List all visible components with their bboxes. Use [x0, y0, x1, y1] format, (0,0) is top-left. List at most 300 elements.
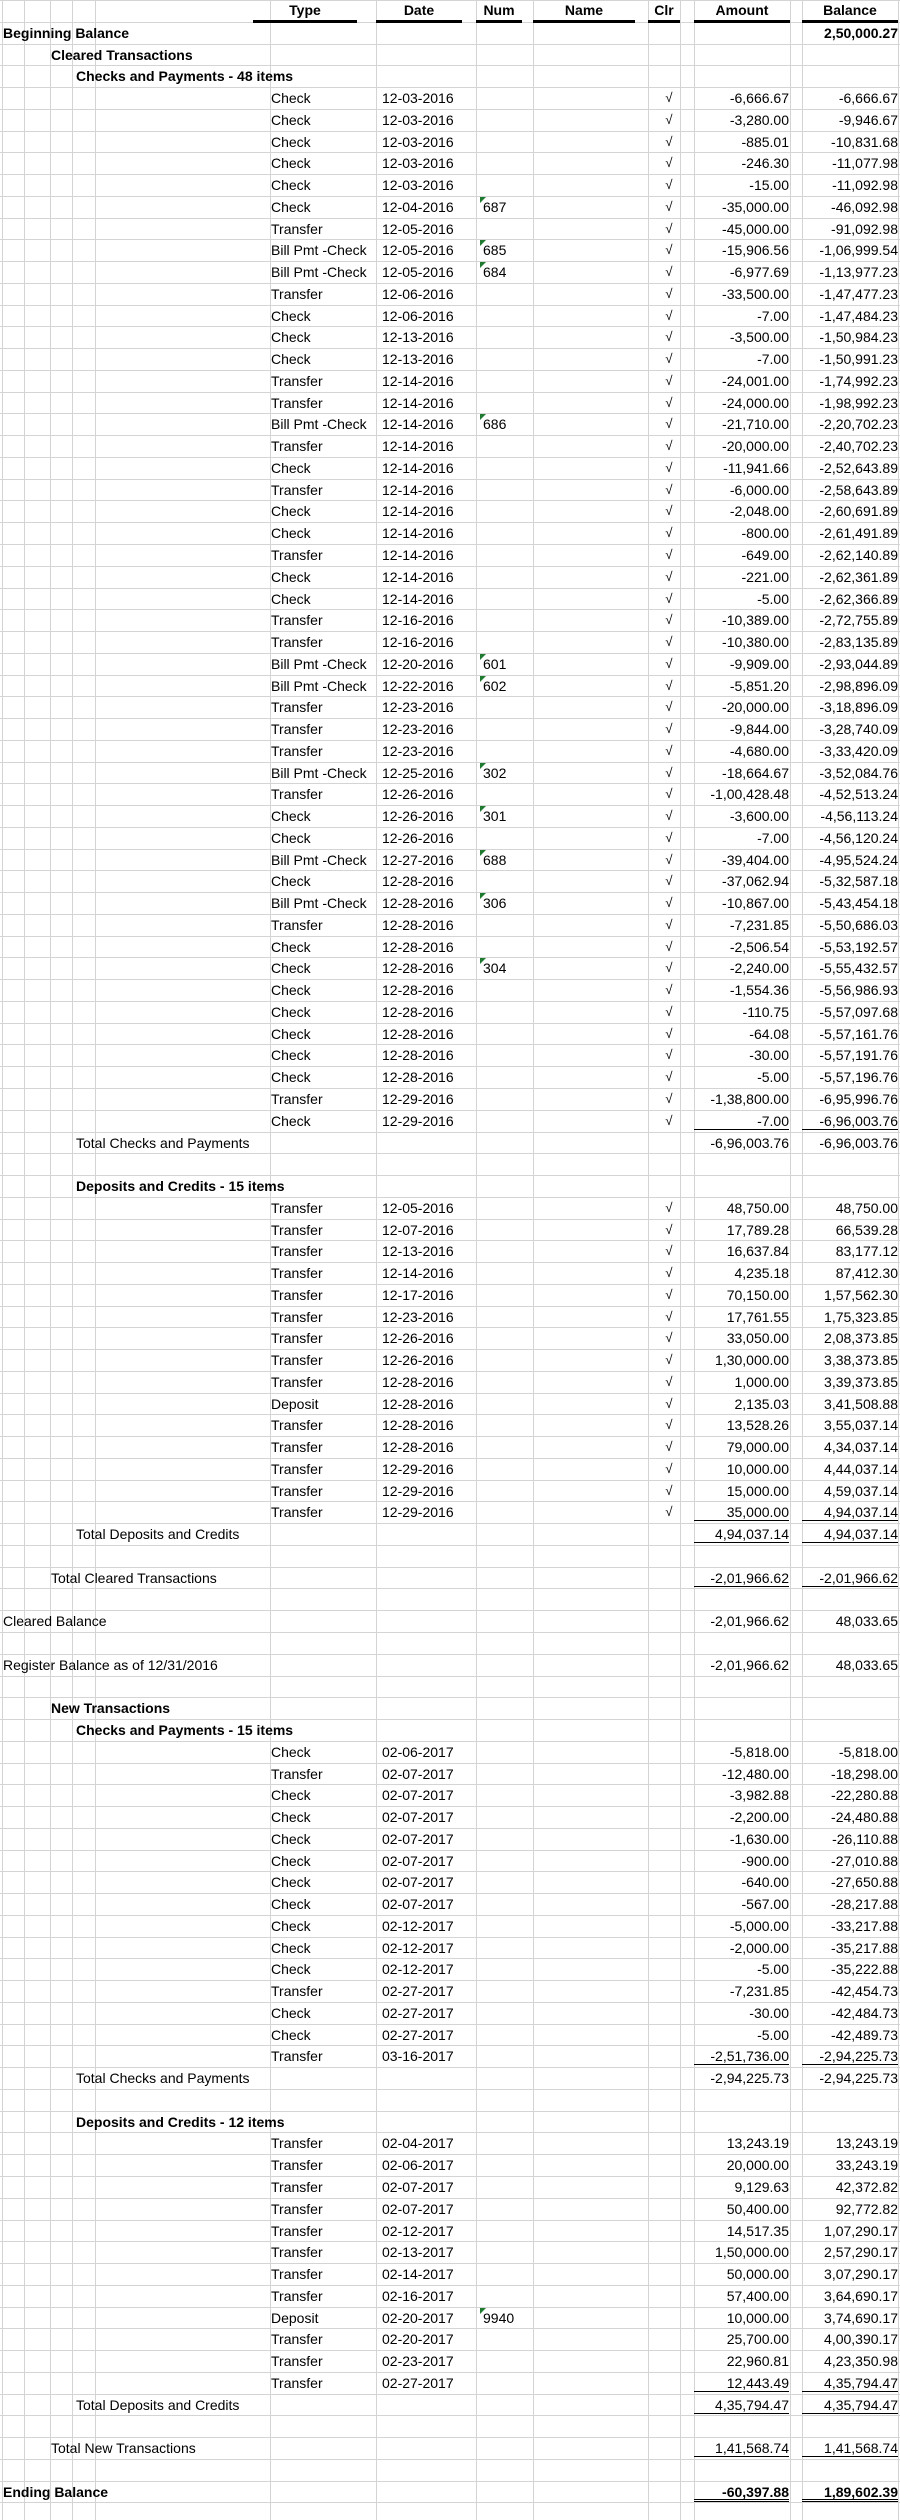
transaction-amount: 50,000.00 — [726, 2266, 789, 2282]
transaction-row — [0, 1741, 900, 1763]
cleared-check-icon: √ — [665, 308, 673, 323]
transaction-amount: -800.00 — [741, 525, 789, 541]
transaction-date: 12-17-2016 — [382, 1287, 454, 1303]
transaction-date: 02-27-2017 — [382, 1983, 454, 1999]
transaction-date: 12-28-2016 — [382, 873, 454, 889]
transaction-date: 02-12-2017 — [382, 2223, 454, 2239]
running-balance: -11,077.98 — [832, 155, 898, 171]
running-balance: -2,52,643.89 — [819, 460, 898, 476]
transaction-type: Transfer — [271, 1243, 323, 1259]
section-heading-row — [0, 1719, 900, 1741]
section-label: Beginning Balance — [3, 25, 130, 41]
transaction-row — [0, 1240, 900, 1262]
transaction-type: Transfer — [271, 373, 323, 389]
running-balance: -5,56,986.93 — [819, 982, 898, 998]
transaction-amount: -2,200.00 — [729, 1809, 789, 1825]
transaction-type: Transfer — [271, 1200, 323, 1216]
transaction-type: Transfer — [271, 2179, 323, 2195]
cleared-check-icon: √ — [665, 134, 673, 149]
transaction-amount: -2,506.54 — [729, 939, 789, 955]
transaction-date: 02-07-2017 — [382, 1809, 454, 1825]
transaction-date: 12-28-2016 — [382, 1374, 454, 1390]
transaction-date: 12-14-2016 — [382, 482, 454, 498]
cleared-check-icon — [664, 1893, 674, 1915]
transaction-amount: -35,000.00 — [722, 199, 789, 215]
transaction-amount: 17,789.28 — [726, 1222, 789, 1238]
running-balance: -33,217.88 — [831, 1918, 898, 1934]
cleared-check-icon — [664, 1980, 674, 2002]
transaction-date: 12-28-2016 — [382, 1069, 454, 1085]
running-balance: 4,35,794.47 — [802, 2372, 898, 2392]
transaction-row — [0, 239, 900, 261]
transaction-amount: 1,30,000.00 — [715, 1352, 789, 1368]
transaction-type: Check — [271, 460, 311, 476]
cleared-check-icon: √ — [665, 221, 673, 236]
running-balance: -1,50,984.23 — [819, 329, 898, 345]
transaction-type: Bill Pmt -Check — [271, 416, 367, 432]
transaction-type: Bill Pmt -Check — [271, 678, 367, 694]
transaction-date: 02-07-2017 — [382, 1787, 454, 1803]
transaction-date: 12-29-2016 — [382, 1113, 454, 1129]
cleared-check-icon — [664, 1937, 674, 1959]
transaction-date: 12-23-2016 — [382, 699, 454, 715]
transaction-amount: -10,389.00 — [722, 612, 789, 628]
transaction-date: 12-14-2016 — [382, 373, 454, 389]
transaction-amount: -33,500.00 — [722, 286, 789, 302]
transaction-date: 12-28-2016 — [382, 1047, 454, 1063]
running-balance: -2,20,702.23 — [819, 416, 898, 432]
transaction-row — [0, 588, 900, 610]
blank-row — [0, 1676, 900, 1698]
section-heading-row — [0, 1697, 900, 1719]
cleared-check-icon — [664, 1784, 674, 1806]
transaction-amount: -20,000.00 — [722, 699, 789, 715]
running-balance: 66,539.28 — [835, 1222, 898, 1238]
transaction-date: 12-03-2016 — [382, 134, 454, 150]
cleared-check-icon: √ — [665, 1352, 673, 1367]
transaction-row — [0, 1110, 900, 1132]
cleared-check-icon: √ — [665, 395, 673, 410]
transaction-type: Transfer — [271, 1091, 323, 1107]
transaction-date: 12-03-2016 — [382, 155, 454, 171]
transaction-date: 12-03-2016 — [382, 90, 454, 106]
transaction-row — [0, 1001, 900, 1023]
transaction-date: 02-07-2017 — [382, 1831, 454, 1847]
transaction-type: Transfer — [271, 1983, 323, 1999]
transaction-row — [0, 522, 900, 544]
transaction-num: 686 — [483, 416, 507, 432]
cleared-check-icon: √ — [665, 895, 673, 910]
transaction-type: Check — [271, 177, 311, 193]
transaction-type: Check — [271, 830, 311, 846]
transaction-amount: -4,680.00 — [729, 743, 789, 759]
transaction-row — [0, 2002, 900, 2024]
transaction-amount: -37,062.94 — [722, 873, 789, 889]
transaction-row — [0, 631, 900, 653]
transaction-amount: -7,231.85 — [729, 917, 789, 933]
transaction-type: Transfer — [271, 1439, 323, 1455]
transaction-date: 02-27-2017 — [382, 2375, 454, 2391]
transaction-row — [0, 849, 900, 871]
cleared-check-icon: √ — [665, 917, 673, 932]
transaction-date: 02-12-2017 — [382, 1918, 454, 1934]
transaction-amount: -1,630.00 — [729, 1831, 789, 1847]
transaction-type: Transfer — [271, 2353, 323, 2369]
transaction-date: 02-07-2017 — [382, 2201, 454, 2217]
transaction-amount: 22,960.81 — [726, 2353, 789, 2369]
transaction-num: 301 — [483, 808, 507, 824]
transaction-amount: 13,528.26 — [726, 1417, 789, 1433]
running-balance: -35,217.88 — [831, 1940, 898, 1956]
transaction-row — [0, 413, 900, 435]
total-row — [0, 2481, 900, 2503]
running-balance: -46,092.98 — [831, 199, 898, 215]
transaction-type: Transfer — [271, 2048, 323, 2064]
transaction-row — [0, 305, 900, 327]
transaction-type: Transfer — [271, 2223, 323, 2239]
transaction-date: 12-26-2016 — [382, 1352, 454, 1368]
transaction-type: Transfer — [271, 786, 323, 802]
transaction-type: Check — [271, 112, 311, 128]
transaction-date: 12-28-2016 — [382, 1004, 454, 1020]
cleared-check-icon — [664, 2045, 674, 2067]
transaction-date: 02-04-2017 — [382, 2135, 454, 2151]
running-balance: -2,83,135.89 — [819, 634, 898, 650]
transaction-amount: -640.00 — [741, 1874, 789, 1890]
transaction-date: 02-07-2017 — [382, 1874, 454, 1890]
transaction-type: Check — [271, 808, 311, 824]
transaction-row — [0, 1262, 900, 1284]
transaction-row — [0, 2372, 900, 2394]
cleared-check-icon: √ — [665, 547, 673, 562]
running-balance: -5,32,587.18 — [819, 873, 898, 889]
transaction-type: Transfer — [271, 1352, 323, 1368]
transaction-date: 12-28-2016 — [382, 1396, 454, 1412]
transaction-date: 12-05-2016 — [382, 264, 454, 280]
total-row — [0, 1654, 900, 1676]
running-balance: -5,57,097.68 — [819, 1004, 898, 1020]
transaction-num: 688 — [483, 852, 507, 868]
transaction-amount: -7.00 — [694, 1110, 789, 1130]
cleared-check-icon — [664, 2024, 674, 2046]
transaction-row — [0, 783, 900, 805]
running-balance: -5,57,161.76 — [819, 1026, 898, 1042]
transaction-row — [0, 805, 900, 827]
transaction-type: Transfer — [271, 721, 323, 737]
running-balance: 3,55,037.14 — [824, 1417, 898, 1433]
running-balance: -5,57,191.76 — [819, 1047, 898, 1063]
transaction-amount: -1,554.36 — [729, 982, 789, 998]
transaction-amount: -10,867.00 — [722, 895, 789, 911]
transaction-amount: -7.00 — [757, 351, 789, 367]
transaction-row — [0, 2241, 900, 2263]
transaction-row — [0, 370, 900, 392]
running-balance: 4,59,037.14 — [824, 1483, 898, 1499]
transaction-date: 02-27-2017 — [382, 2005, 454, 2021]
running-balance: -26,110.88 — [832, 1831, 898, 1847]
transaction-row — [0, 196, 900, 218]
transaction-row — [0, 1828, 900, 1850]
transaction-amount: 16,637.84 — [726, 1243, 789, 1259]
running-balance: -2,62,361.89 — [819, 569, 898, 585]
cleared-check-icon: √ — [665, 612, 673, 627]
running-balance: -4,95,524.24 — [819, 852, 898, 868]
transaction-date: 12-05-2016 — [382, 1200, 454, 1216]
transaction-amount: 4,235.18 — [734, 1265, 789, 1281]
total-amount: -2,01,966.62 — [694, 1567, 789, 1587]
running-balance: 33,243.19 — [835, 2157, 898, 2173]
cleared-check-icon: √ — [665, 351, 673, 366]
section-label: New Transactions — [51, 1700, 171, 1716]
cleared-check-icon: √ — [665, 112, 673, 127]
cleared-check-icon: √ — [665, 1396, 673, 1411]
transaction-row — [0, 435, 900, 457]
transaction-row — [0, 174, 900, 196]
transaction-amount: -64.08 — [749, 1026, 789, 1042]
transaction-type: Transfer — [271, 612, 323, 628]
header-name: Name — [533, 0, 635, 22]
transaction-row — [0, 1893, 900, 1915]
transaction-row — [0, 544, 900, 566]
cleared-check-icon: √ — [665, 634, 673, 649]
transaction-num: 304 — [483, 960, 507, 976]
transaction-row — [0, 348, 900, 370]
transaction-date: 12-14-2016 — [382, 460, 454, 476]
transaction-date: 12-26-2016 — [382, 830, 454, 846]
cleared-check-icon: √ — [665, 982, 673, 997]
cleared-check-icon: √ — [665, 525, 673, 540]
running-balance: 3,41,508.88 — [824, 1396, 898, 1412]
cleared-check-icon: √ — [665, 1265, 673, 1280]
transaction-type: Check — [271, 1069, 311, 1085]
transaction-amount: -5.00 — [757, 1961, 789, 1977]
total-label: Total Deposits and Credits — [76, 1526, 240, 1542]
transaction-date: 12-03-2016 — [382, 112, 454, 128]
transaction-row — [0, 2132, 900, 2154]
cleared-check-icon: √ — [665, 721, 673, 736]
transaction-date: 12-14-2016 — [382, 395, 454, 411]
cleared-check-icon: √ — [665, 1287, 673, 1302]
transaction-amount: -3,982.88 — [729, 1787, 789, 1803]
transaction-type: Check — [271, 1940, 311, 1956]
section-heading-row — [0, 2111, 900, 2133]
cleared-check-icon: √ — [665, 1047, 673, 1062]
transaction-row — [0, 326, 900, 348]
blank-row — [0, 1588, 900, 1610]
transaction-type: Check — [271, 1918, 311, 1934]
transaction-amount: 70,150.00 — [726, 1287, 789, 1303]
cleared-check-icon: √ — [665, 1091, 673, 1106]
transaction-row — [0, 1306, 900, 1328]
transaction-type: Check — [271, 1113, 311, 1129]
cleared-check-icon — [664, 2002, 674, 2024]
transaction-type: Check — [271, 90, 311, 106]
transaction-amount: 20,000.00 — [726, 2157, 789, 2173]
transaction-amount: -2,240.00 — [729, 960, 789, 976]
transaction-row — [0, 1480, 900, 1502]
transaction-amount: 9,129.63 — [734, 2179, 789, 2195]
transaction-date: 12-05-2016 — [382, 242, 454, 258]
cleared-check-icon: √ — [665, 743, 673, 758]
transaction-type: Transfer — [271, 1766, 323, 1782]
transaction-date: 02-16-2017 — [382, 2288, 454, 2304]
cleared-check-icon: √ — [665, 939, 673, 954]
transaction-date: 02-14-2017 — [382, 2266, 454, 2282]
transaction-date: 12-14-2016 — [382, 1265, 454, 1281]
running-balance: -6,96,003.76 — [802, 1110, 898, 1130]
running-balance: 3,39,373.85 — [824, 1374, 898, 1390]
transaction-type: Bill Pmt -Check — [271, 656, 367, 672]
transaction-row — [0, 2350, 900, 2372]
transaction-date: 12-23-2016 — [382, 721, 454, 737]
running-balance: -18,298.00 — [831, 1766, 898, 1782]
running-balance: 3,74,690.17 — [824, 2310, 898, 2326]
transaction-row — [0, 1066, 900, 1088]
transaction-amount: -221.00 — [741, 569, 789, 585]
cleared-check-icon — [664, 2350, 674, 2372]
transaction-row — [0, 2045, 900, 2067]
transaction-type: Check — [271, 1004, 311, 1020]
header-amount: Amount — [694, 0, 790, 22]
total-row — [0, 1523, 900, 1545]
cleared-check-icon: √ — [665, 1504, 673, 1519]
transaction-type: Transfer — [271, 743, 323, 759]
transaction-row — [0, 1871, 900, 1893]
transaction-amount: -5,000.00 — [729, 1918, 789, 1934]
running-balance: -9,946.67 — [838, 112, 898, 128]
transaction-amount: -7,231.85 — [729, 1983, 789, 1999]
transaction-date: 12-29-2016 — [382, 1091, 454, 1107]
running-balance: -28,217.88 — [831, 1896, 898, 1912]
running-balance: -5,43,454.18 — [819, 895, 898, 911]
transaction-date: 12-13-2016 — [382, 329, 454, 345]
running-balance: 3,38,373.85 — [824, 1352, 898, 1368]
transaction-row — [0, 936, 900, 958]
transaction-amount: -30.00 — [749, 2005, 789, 2021]
total-label: Ending Balance — [3, 2484, 109, 2500]
transaction-type: Transfer — [271, 2288, 323, 2304]
cleared-check-icon: √ — [665, 1069, 673, 1084]
header-balance: Balance — [802, 0, 898, 22]
transaction-date: 02-20-2017 — [382, 2310, 454, 2326]
transaction-type: Bill Pmt -Check — [271, 852, 367, 868]
transaction-amount: -6,666.67 — [729, 90, 789, 106]
transaction-amount: -885.01 — [741, 134, 789, 150]
cleared-check-icon: √ — [665, 678, 673, 693]
cleared-check-icon — [664, 2176, 674, 2198]
transaction-type: Check — [271, 199, 311, 215]
transaction-amount: 57,400.00 — [726, 2288, 789, 2304]
running-balance: -3,28,740.09 — [819, 721, 898, 737]
transaction-type: Transfer — [271, 1461, 323, 1477]
transaction-row — [0, 1044, 900, 1066]
transaction-date: 12-06-2016 — [382, 308, 454, 324]
cleared-check-icon: √ — [665, 1222, 673, 1237]
transaction-date: 12-28-2016 — [382, 895, 454, 911]
transaction-amount: -1,38,800.00 — [710, 1091, 789, 1107]
cleared-check-icon: √ — [665, 699, 673, 714]
transaction-row — [0, 2154, 900, 2176]
transaction-date: 02-07-2017 — [382, 1896, 454, 1912]
running-balance: -3,33,420.09 — [819, 743, 898, 759]
cleared-check-icon: √ — [665, 765, 673, 780]
transaction-amount: 14,517.35 — [726, 2223, 789, 2239]
cleared-check-icon: √ — [665, 460, 673, 475]
cleared-check-icon — [664, 1828, 674, 1850]
total-amount: -2,94,225.73 — [710, 2070, 789, 2086]
transaction-amount: -5.00 — [757, 591, 789, 607]
transaction-row — [0, 283, 900, 305]
cleared-check-icon: √ — [665, 286, 673, 301]
section-heading-row — [0, 22, 900, 44]
cleared-check-icon: √ — [665, 177, 673, 192]
transaction-row — [0, 718, 900, 740]
transaction-amount: 33,050.00 — [726, 1330, 789, 1346]
running-balance: -42,489.73 — [831, 2027, 898, 2043]
transaction-date: 12-14-2016 — [382, 569, 454, 585]
transaction-amount: -7.00 — [757, 308, 789, 324]
transaction-type: Transfer — [271, 395, 323, 411]
transaction-type: Check — [271, 351, 311, 367]
transaction-amount: -15.00 — [749, 177, 789, 193]
transaction-row — [0, 827, 900, 849]
blank-row — [0, 2459, 900, 2481]
cleared-check-icon: √ — [665, 1243, 673, 1258]
transaction-amount: -7.00 — [757, 830, 789, 846]
transaction-amount: -5.00 — [757, 1069, 789, 1085]
cleared-check-icon — [664, 2263, 674, 2285]
cleared-check-icon — [664, 2285, 674, 2307]
total-balance: -2,01,966.62 — [802, 1567, 898, 1587]
running-balance: -3,52,084.76 — [819, 765, 898, 781]
running-balance: -2,72,755.89 — [819, 612, 898, 628]
section-label: Checks and Payments - 48 items — [76, 68, 294, 84]
transaction-row — [0, 500, 900, 522]
transaction-date: 12-28-2016 — [382, 1439, 454, 1455]
transaction-type: Check — [271, 2005, 311, 2021]
transaction-num: 687 — [483, 199, 507, 215]
transaction-type: Bill Pmt -Check — [271, 264, 367, 280]
transaction-row — [0, 914, 900, 936]
transaction-row — [0, 1980, 900, 2002]
running-balance: -2,93,044.89 — [819, 656, 898, 672]
header-clr: Clr — [648, 0, 680, 22]
cleared-check-icon: √ — [665, 416, 673, 431]
transaction-row — [0, 1937, 900, 1959]
transaction-type: Check — [271, 329, 311, 345]
transaction-amount: 25,700.00 — [726, 2331, 789, 2347]
transaction-amount: -10,380.00 — [722, 634, 789, 650]
transaction-type: Transfer — [271, 2266, 323, 2282]
total-amount: 1,41,568.74 — [694, 2437, 789, 2457]
cleared-check-icon: √ — [665, 1200, 673, 1215]
transaction-date: 12-14-2016 — [382, 525, 454, 541]
running-balance: 4,00,390.17 — [824, 2331, 898, 2347]
transaction-type: Bill Pmt -Check — [271, 765, 367, 781]
cleared-check-icon: √ — [665, 852, 673, 867]
transaction-date: 12-14-2016 — [382, 503, 454, 519]
transaction-type: Check — [271, 1047, 311, 1063]
section-heading-row — [0, 44, 900, 66]
transaction-type: Check — [271, 1744, 311, 1760]
running-balance: -5,57,196.76 — [819, 1069, 898, 1085]
cleared-check-icon: √ — [665, 373, 673, 388]
transaction-type: Transfer — [271, 2375, 323, 2391]
transaction-date: 02-27-2017 — [382, 2027, 454, 2043]
transaction-amount: 35,000.00 — [694, 1501, 789, 1521]
running-balance: -1,74,992.23 — [819, 373, 898, 389]
transaction-row — [0, 675, 900, 697]
